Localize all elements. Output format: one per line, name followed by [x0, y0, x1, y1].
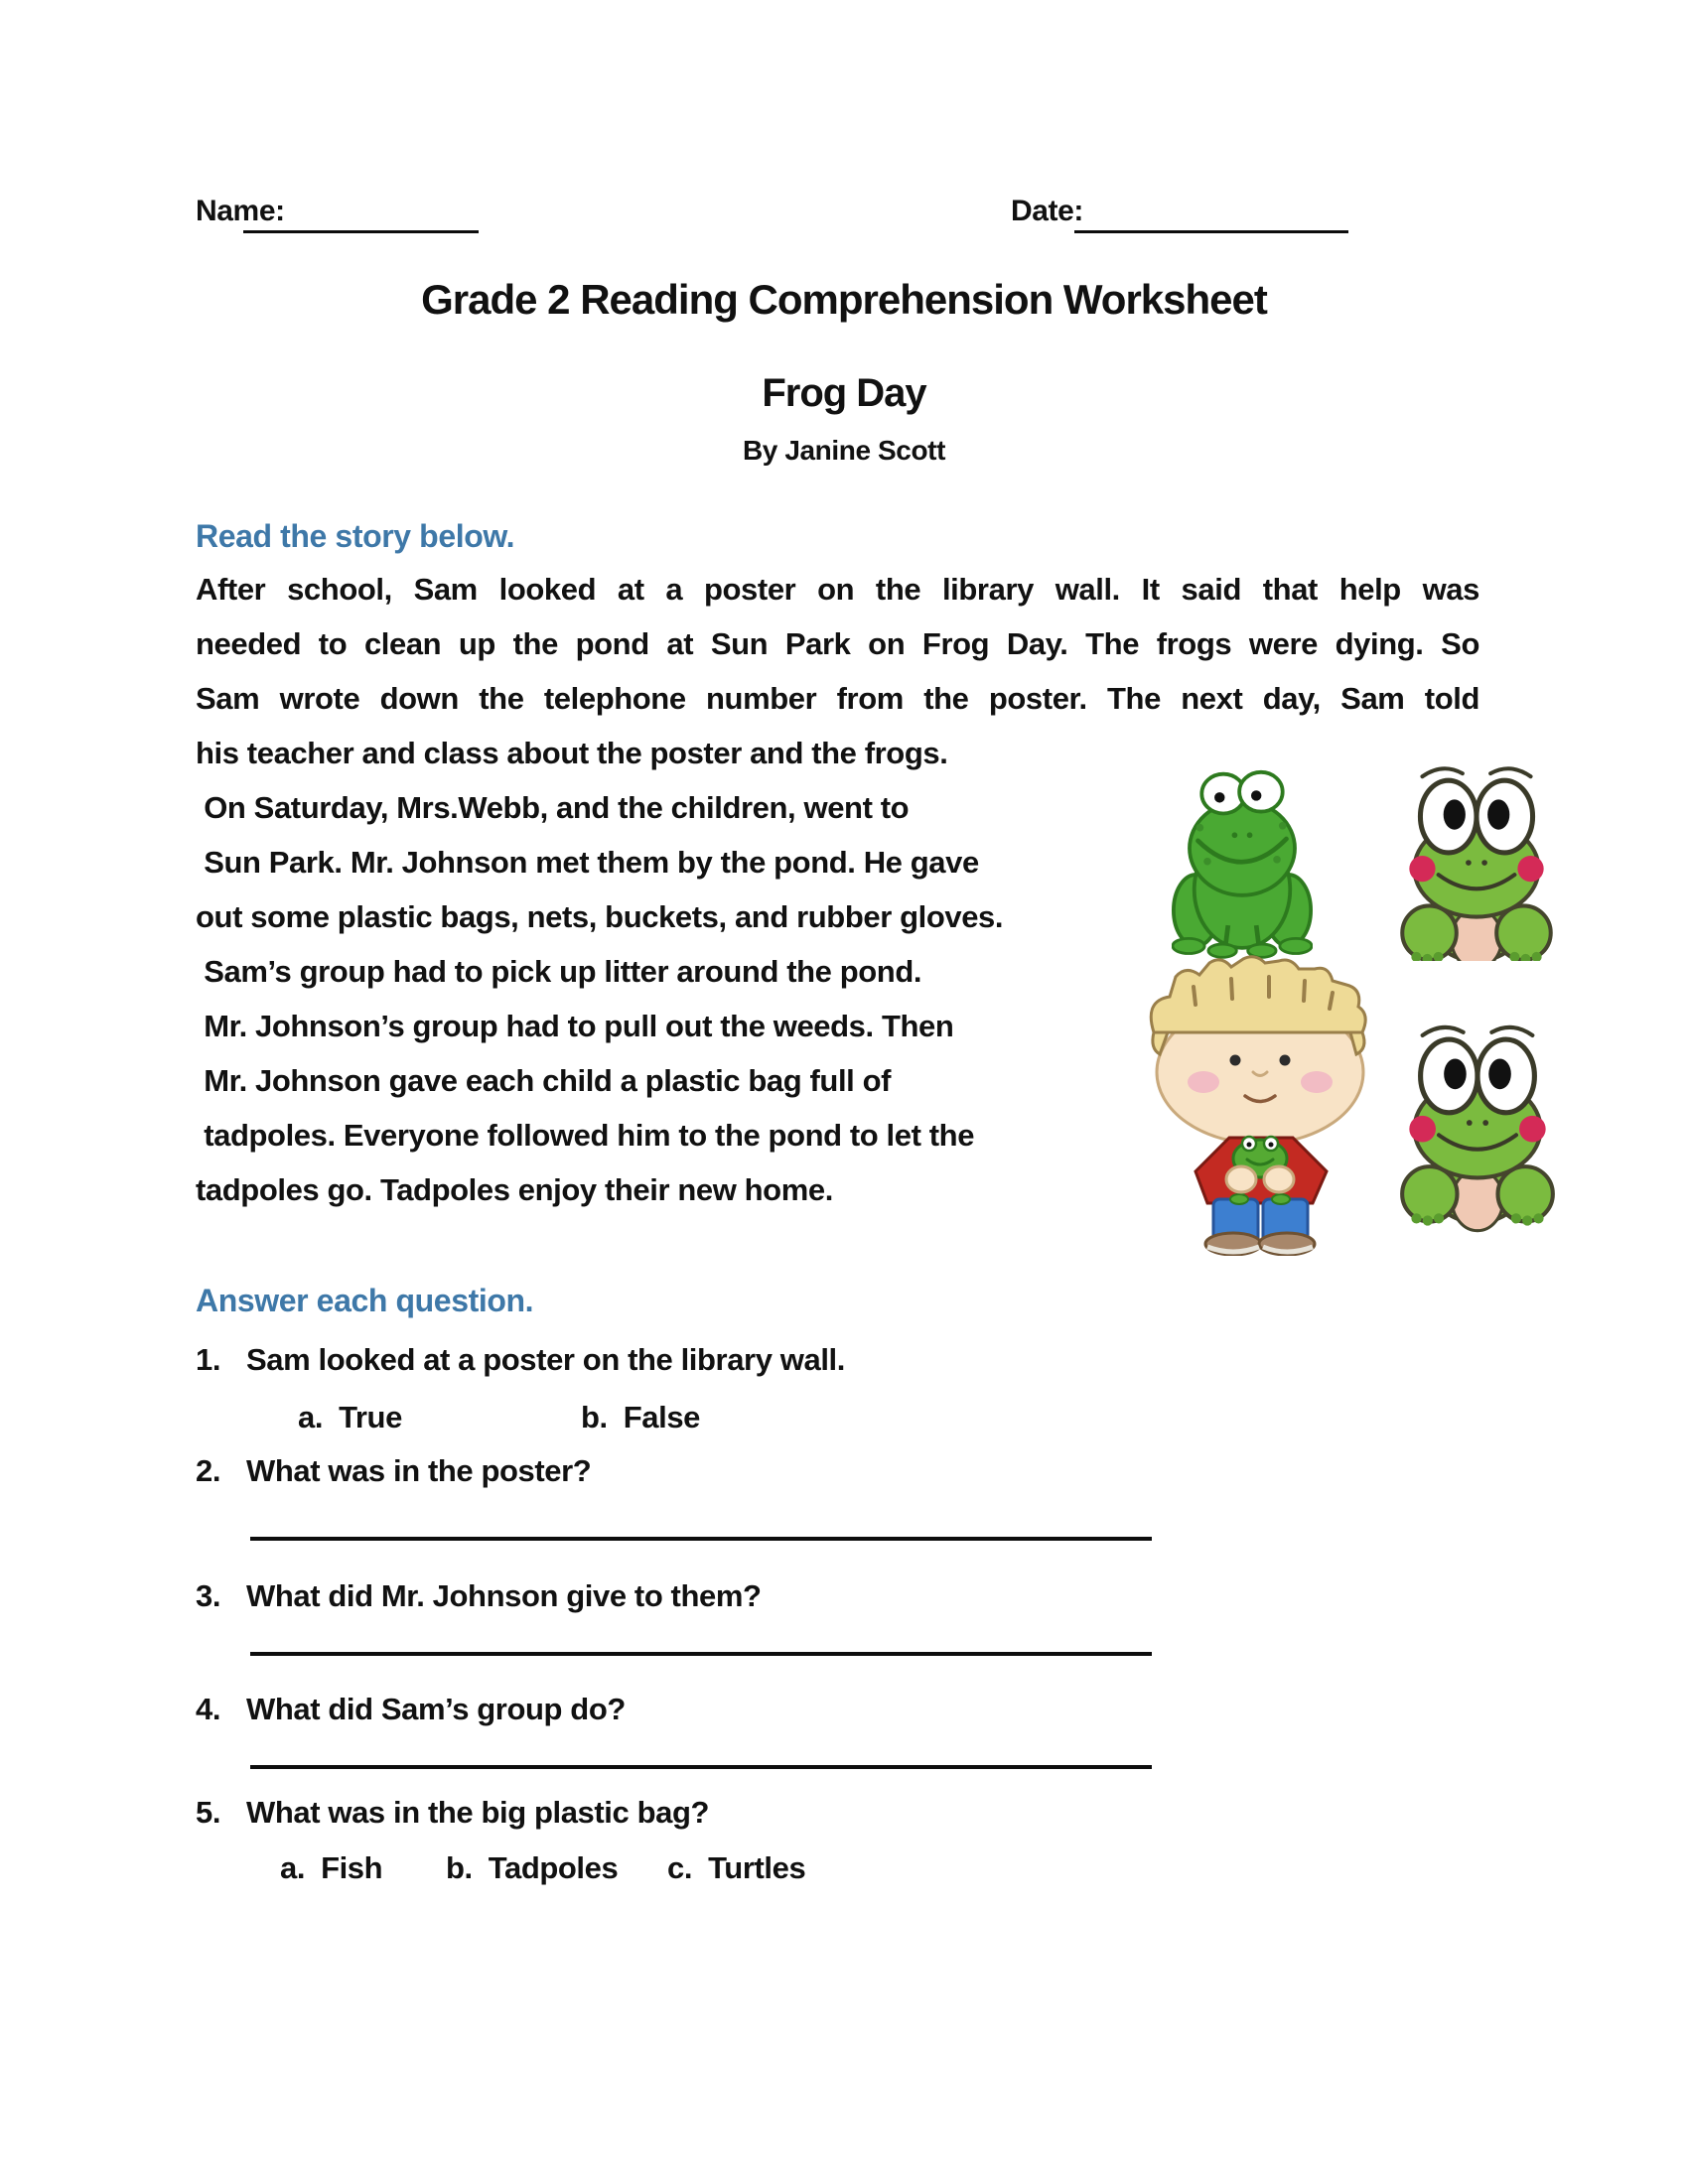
question-1-option-b[interactable]: [581, 1400, 700, 1435]
frog-clipart-simple: [1172, 766, 1313, 965]
story-line: Sam wrote down the telephone number from the poster. The next day, Sam told: [196, 681, 1479, 716]
story-line: his teacher and class about the poster and the frogs.: [196, 736, 948, 770]
option-label: a.: [280, 1850, 306, 1885]
story-line: needed to clean up the pond at Sun Park on Frog Day. The frogs were dying. So: [196, 626, 1479, 661]
story-line: tadpoles go. Tadpoles enjoy their new home.: [196, 1172, 833, 1207]
question-5-number: 5.: [196, 1795, 221, 1830]
option-text: True: [339, 1400, 402, 1434]
question-2-answer-line[interactable]: [250, 1537, 1152, 1541]
story-line: Mr. Johnson’s group had to pull out the weeds. Then: [196, 1009, 954, 1043]
question-4-text: What did Sam’s group do?: [246, 1692, 626, 1726]
question-3: [196, 1578, 762, 1614]
question-5-option-b[interactable]: [446, 1850, 618, 1886]
question-1-option-a[interactable]: [298, 1400, 402, 1435]
question-3-text: What did Mr. Johnson give to them?: [246, 1578, 762, 1613]
question-4-answer-line[interactable]: [250, 1765, 1152, 1769]
question-1-text: Sam looked at a poster on the library wall.: [246, 1342, 845, 1377]
option-label: b.: [446, 1850, 473, 1885]
question-1: [196, 1342, 845, 1378]
story-line: out some plastic bags, nets, buckets, and rubber gloves.: [196, 899, 1004, 934]
story-line: On Saturday, Mrs.Webb, and the children, went to: [196, 790, 910, 825]
date-label: Date:: [1011, 195, 1084, 227]
name-label: Name:: [196, 195, 285, 227]
question-2: [196, 1453, 591, 1489]
question-2-text: What was in the poster?: [246, 1453, 592, 1488]
question-5-text: What was in the big plastic bag?: [246, 1795, 710, 1830]
question-5-option-a[interactable]: [280, 1850, 382, 1886]
option-label: a.: [298, 1400, 324, 1434]
frog-clipart-cute-top: [1396, 760, 1557, 961]
question-4-number: 4.: [196, 1692, 221, 1726]
question-3-number: 3.: [196, 1578, 221, 1613]
name-input-line[interactable]: [243, 230, 479, 233]
question-3-answer-line[interactable]: [250, 1652, 1152, 1656]
read-story-heading: Read the story below.: [196, 518, 515, 554]
option-text: Tadpoles: [488, 1850, 619, 1885]
option-label: c.: [667, 1850, 693, 1885]
story-line: Mr. Johnson gave each child a plastic bag full of: [196, 1063, 892, 1098]
page-title: Grade 2 Reading Comprehension Worksheet: [421, 276, 1267, 323]
boy-holding-frog-clipart: [1136, 953, 1384, 1256]
option-text: Turtles: [708, 1850, 806, 1885]
story-line: Sam’s group had to pick up litter around the pond.: [196, 954, 922, 989]
date-input-line[interactable]: [1074, 230, 1348, 233]
option-label: b.: [581, 1400, 608, 1434]
story-line: After school, Sam looked at a poster on the library wall. It said that help was: [196, 572, 1479, 607]
question-2-number: 2.: [196, 1453, 221, 1488]
story-line: tadpoles. Everyone followed him to the pond to let the: [196, 1118, 975, 1153]
option-text: Fish: [321, 1850, 383, 1885]
question-5: [196, 1795, 709, 1831]
option-text: False: [623, 1400, 701, 1434]
story-title: Frog Day: [762, 371, 926, 415]
question-5-option-c[interactable]: [667, 1850, 805, 1886]
story-line: Sun Park. Mr. Johnson met them by the pond. He gave: [196, 845, 979, 880]
answer-questions-heading: Answer each question.: [196, 1283, 534, 1318]
question-4: [196, 1692, 626, 1727]
byline: By Janine Scott: [742, 435, 946, 466]
frog-clipart-cute-bottom: [1396, 987, 1559, 1255]
question-1-number: 1.: [196, 1342, 221, 1377]
